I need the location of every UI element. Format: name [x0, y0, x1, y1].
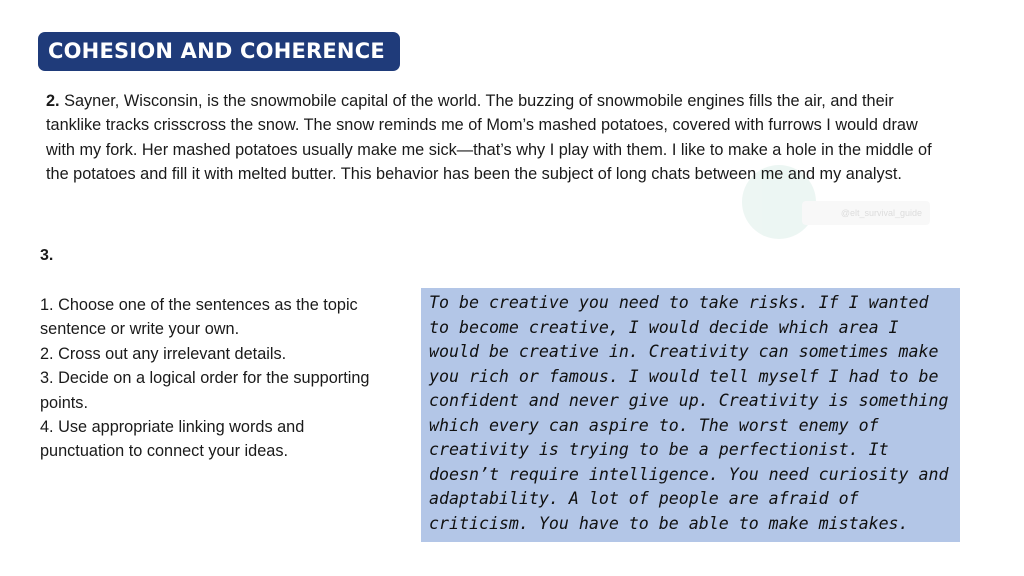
task-2-text: Sayner, Wisconsin, is the snowmobile capital of the world. The buzzing of snowmobile engines fills the air, and their tanklike tracks crisscross the snow. The snow reminds me of Mom’s mashed potatoes, covered with furrows I would draw with my fork. Her mashed potatoes usually make me sick—that’s why I play with them. I like to make a hole in the middle of the potatoes and fill it with melted butter. This behavior has been the subject of long chats between me and my analyst. — [46, 92, 932, 184]
instruction-list — [40, 293, 390, 464]
instruction-step: 3. Decide on a logical order for the supporting points. — [40, 369, 370, 412]
task-2-paragraph — [46, 89, 946, 187]
task-2-number: 2. — [46, 92, 60, 110]
instruction-step: 4. Use appropriate linking words and punctuation to connect your ideas. — [40, 418, 305, 461]
instruction-step: 1. Choose one of the sentences as the topic sentence or write your own. — [40, 296, 358, 339]
page-title: COHESION AND COHERENCE — [38, 32, 400, 71]
task-3-number: 3. — [40, 247, 54, 264]
sample-paragraph-box: To be creative you need to take risks. If I wanted to become creative, I would decide which area I would be creative in. Creativity can sometimes make you rich or famous. I would tell myself I had to be confident and never give up. Creativity is something which every can aspire to. The worst enemy of creativity is trying to be a perfectionist. It doesn’t require intelligence. You need curiosity and adaptability. A lot of people are afraid of criticism. You have to be able to make mistakes. — [421, 288, 960, 542]
watermark-label: @elt_survival_guide — [802, 201, 930, 225]
instruction-step: 2. Cross out any irrelevant details. — [40, 344, 287, 363]
